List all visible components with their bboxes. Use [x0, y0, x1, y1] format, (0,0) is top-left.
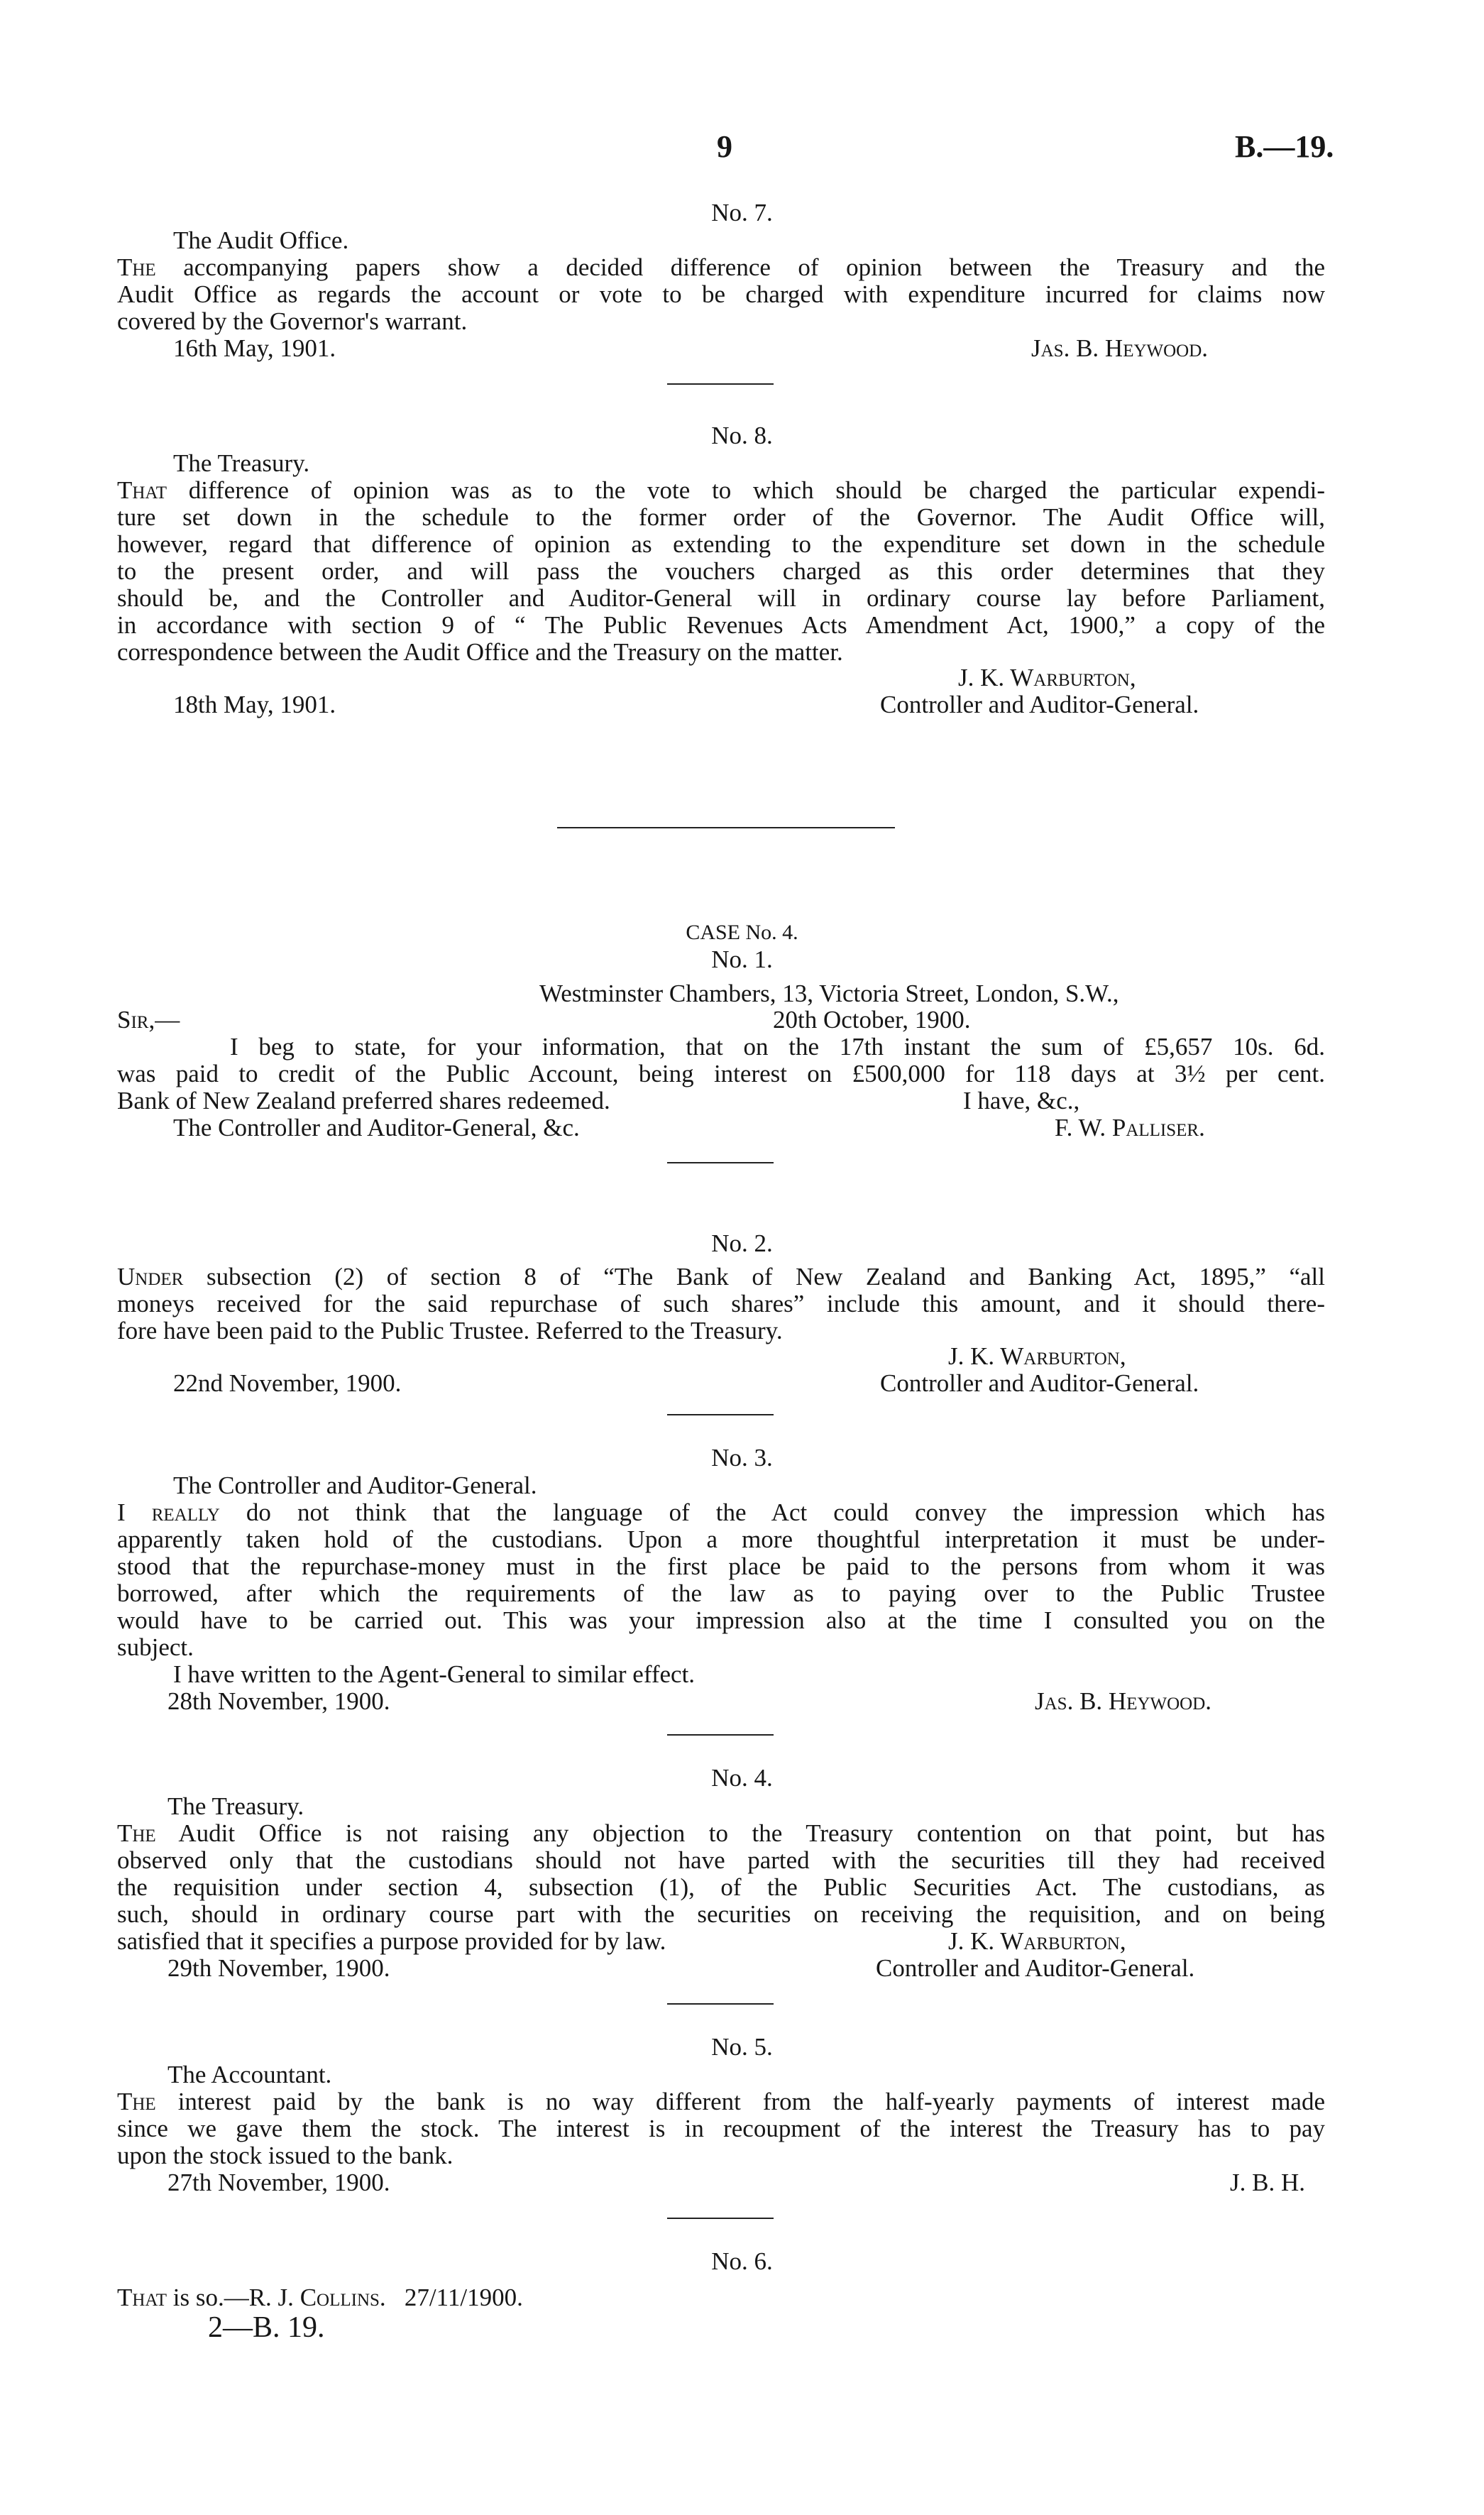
no8-line4: to the present order, and will pass the vouchers charged as this order determines that they [117, 557, 1325, 585]
no7-line1 [117, 254, 1325, 281]
no7-signature: Jas. B. Heywood. [1031, 334, 1209, 362]
case4-no4-title: No. 4. [711, 1764, 773, 1792]
page-number: 9 [717, 129, 732, 164]
case4-no3-line3: stood that the repurchase-money must in the first place be paid to the persons from whom it was [117, 1552, 1325, 1580]
no7-body1: accompanying papers show a decided difference of opinion between the Treasury and the [183, 253, 1325, 281]
no7-date: 16th May, 1901. [173, 334, 336, 362]
no8-line7: correspondence between the Audit Office and the Treasury on the matter. [117, 638, 843, 666]
case4-no3-body1: do not think that the language of the Act could convey the impression which has [246, 1498, 1326, 1526]
no8-body1: difference of opinion was as to the vote to which should be charged the particular expendi- [188, 476, 1326, 504]
case4-no5-signature: J. B. H. [1230, 2169, 1305, 2196]
no7-addressee: The Audit Office. [173, 226, 349, 254]
case4-no1-closing: I have, &c., [963, 1087, 1080, 1114]
case4-no5-date: 27th November, 1900. [167, 2169, 390, 2196]
no7-lead: The [117, 253, 156, 281]
case4-no3-line2: apparently taken hold of the custodians. Upon a more thoughtful interpretation it must be under- [117, 1525, 1325, 1553]
case4-no1-salutation: Sir,— [117, 1006, 180, 1034]
case4-no2-divider [667, 1414, 774, 1415]
case-heading: CASE No. 4. [686, 921, 798, 944]
printer-signature-mark: 2—B. 19. [208, 2311, 325, 2344]
case4-no4-date: 29th November, 1900. [167, 1954, 390, 1982]
case4-no6-line [117, 2284, 523, 2311]
case4-no4-line5: satisfied that it specifies a purpose provided for by law. [117, 1927, 666, 1955]
case4-no3-line4: borrowed, after which the requirements of the law as to paying over to the Public Trustee [117, 1579, 1325, 1607]
case4-no6-body: is so.—R. J. [172, 2284, 294, 2311]
case4-no1-line2: was paid to credit of the Public Account, being interest on £500,000 for 118 days at 3½ per cent. [117, 1060, 1325, 1087]
case4-no6-date: 27/11/1900. [404, 2284, 523, 2311]
case4-no5-divider [667, 2218, 774, 2219]
case4-no2-signer: J. K. Warburton, [948, 1342, 1126, 1370]
case4-no4-line3: the requisition under section 4, subsection (1), of the Public Securities Act. The custodians, as [117, 1873, 1325, 1901]
case4-no2-body1: subsection (2) of section 8 of “The Bank of New Zealand and Banking Act, 1895,” “all [206, 1263, 1326, 1291]
no8-date: 18th May, 1901. [173, 691, 336, 718]
case4-no3-line5: would have to be carried out. This was your impression also at the time I consulted you on the [117, 1606, 1325, 1634]
no8-line3: however, regard that difference of opinion as extending to the expenditure set down in the schedule [117, 530, 1325, 558]
case4-no2-title: No. 2. [711, 1229, 773, 1257]
case4-no2-date: 22nd November, 1900. [173, 1369, 402, 1397]
case4-no5-line1 [117, 2088, 1325, 2115]
case4-no1-address: Westminster Chambers, 13, Victoria Street, London, S.W., [539, 980, 1119, 1007]
no8-title: No. 8. [711, 422, 773, 449]
case4-no3-title: No. 3. [711, 1444, 773, 1472]
no8-line1 [117, 477, 1325, 504]
case4-no3-line7: I have written to the Agent-General to similar effect. [173, 1660, 696, 1688]
case4-no1-addressee: The Controller and Auditor-General, &c. [173, 1114, 580, 1141]
no8-addressee: The Treasury. [173, 449, 310, 477]
no8-signer: J. K. Warburton, [958, 664, 1136, 691]
case4-no3-signature: Jas. B. Heywood. [1035, 1687, 1212, 1715]
case4-no4-line2: observed only that the custodians should not have parted with the securities till they had received [117, 1846, 1325, 1874]
case4-no2-line3: fore have been paid to the Public Trustee. Referred to the Treasury. [117, 1317, 783, 1344]
section-divider [557, 827, 895, 828]
case4-no2-line2: moneys received for the said repurchase of such shares” include this amount, and it should there- [117, 1290, 1325, 1317]
no8-signer-title: Controller and Auditor-General. [880, 691, 1199, 718]
case4-no5-line2: since we gave them the stock. The interest is in recoupment of the interest the Treasury has to pay [117, 2115, 1325, 2142]
case4-no4-line1 [117, 1820, 1325, 1847]
no7-line3: covered by the Governor's warrant. [117, 307, 468, 335]
case4-no5-addressee: The Accountant. [167, 2061, 332, 2088]
case4-no1-line3: Bank of New Zealand preferred shares redeemed. [117, 1087, 610, 1114]
case4-no5-title: No. 5. [711, 2033, 773, 2061]
case4-no1-signature: F. W. Palliser. [1055, 1114, 1205, 1141]
case4-no1-date: 20th October, 1900. [773, 1006, 971, 1034]
case4-no6-signer: Collins. [299, 2284, 386, 2311]
no8-line2: ture set down in the schedule to the former order of the Governor. The Audit Office will, [117, 503, 1325, 531]
case4-no4-signer-title: Controller and Auditor-General. [876, 1954, 1195, 1982]
case4-no5-lead: The [117, 2088, 156, 2115]
no7-title: No. 7. [711, 199, 773, 226]
case4-no3-lead: I really [117, 1498, 220, 1526]
case4-no1-line1: I beg to state, for your information, that on the 17th instant the sum of £5,657 10s. 6d. [230, 1033, 1325, 1061]
case4-no3-date: 28th November, 1900. [167, 1687, 390, 1715]
case4-no4-lead: The [117, 1819, 156, 1847]
case4-no3-line6: subject. [117, 1633, 194, 1661]
case4-no2-lead: Under [117, 1263, 184, 1291]
case4-no3-addressee: The Controller and Auditor-General. [173, 1472, 537, 1499]
case4-no4-divider [667, 2003, 774, 2005]
no7-divider [667, 383, 774, 385]
case4-no6-title: No. 6. [711, 2247, 773, 2275]
case4-no4-addressee: The Treasury. [167, 1792, 304, 1820]
case4-no2-line1 [117, 1264, 1325, 1291]
case4-no1-title: No. 1. [711, 946, 773, 973]
no7-line2: Audit Office as regards the account or vote to be charged with expenditure incurred for claims now [117, 280, 1325, 308]
case4-no3-divider [667, 1734, 774, 1736]
case4-no4-signer: J. K. Warburton, [948, 1927, 1126, 1955]
case4-no5-body1: interest paid by the bank is no way different from the half-yearly payments of interest made [177, 2088, 1326, 2115]
no8-line6: in accordance with section 9 of “ The Public Revenues Acts Amendment Act, 1900,” a copy of the [117, 611, 1325, 639]
case4-no1-divider [667, 1162, 774, 1163]
case4-no5-line3: upon the stock issued to the bank. [117, 2142, 454, 2169]
case4-no6-lead: That [117, 2284, 167, 2311]
no8-line5: should be, and the Controller and Auditor-General will in ordinary course lay before Parliament, [117, 584, 1325, 612]
no8-lead: That [117, 476, 167, 504]
case4-no2-signer-title: Controller and Auditor-General. [880, 1369, 1199, 1397]
series-number: B.—19. [1235, 129, 1334, 164]
case4-no4-body1: Audit Office is not raising any objection to the Treasury contention on that point, but has [178, 1819, 1325, 1847]
case4-no4-line4: such, should in ordinary course part with the securities on receiving the requisition, and on being [117, 1900, 1325, 1928]
case4-no3-line1 [117, 1499, 1325, 1526]
